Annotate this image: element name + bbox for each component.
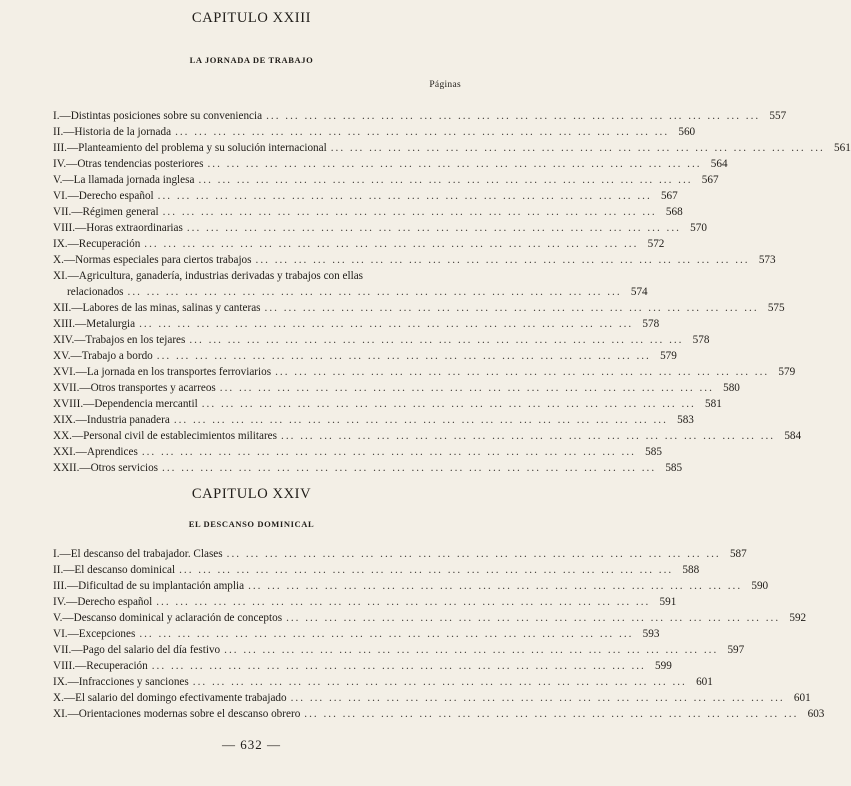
toc-entry-title: II.—Historia de la jornada bbox=[53, 126, 172, 138]
toc-entry-page: 603 bbox=[807, 708, 825, 720]
chapter-title: CAPITULO XXIII bbox=[191, 10, 312, 26]
toc-entry bbox=[53, 690, 811, 706]
toc-entry-title: VII.—Pago del salario del día festivo bbox=[53, 644, 221, 656]
dot-leader bbox=[207, 156, 701, 172]
toc-entry-page: 601 bbox=[696, 676, 713, 688]
toc-entry-title: XIII.—Metalurgia bbox=[53, 318, 136, 330]
toc-entry-page: 560 bbox=[678, 126, 696, 138]
toc-entry bbox=[53, 364, 796, 380]
toc-entry-page: 601 bbox=[793, 692, 811, 704]
toc-entry-title: IV.—Otras tendencias posteriores bbox=[53, 158, 204, 170]
toc-entry-title-continued: relacionados bbox=[67, 286, 124, 298]
dot-leader bbox=[189, 332, 683, 348]
toc-entry-title: XI.—Orientaciones modernas sobre el descanso obrero bbox=[53, 708, 301, 720]
toc-entry bbox=[53, 658, 672, 674]
toc-entry-page: 593 bbox=[642, 628, 660, 640]
dot-leader bbox=[139, 626, 633, 642]
toc-entry bbox=[53, 412, 694, 428]
toc-entry bbox=[53, 348, 677, 364]
dot-leader bbox=[144, 236, 638, 252]
dot-leader bbox=[227, 546, 721, 562]
toc-entry-title: XVI.—La jornada en los transportes ferroviarios bbox=[53, 366, 272, 378]
toc-entry-title: VI.—Excepciones bbox=[53, 628, 136, 640]
dot-leader bbox=[220, 380, 714, 396]
dot-leader bbox=[163, 204, 657, 220]
chapter-title: CAPITULO XXIV bbox=[191, 486, 312, 502]
toc-entry-page: 581 bbox=[705, 398, 722, 410]
toc-entry bbox=[53, 188, 678, 204]
toc-entry bbox=[53, 578, 769, 594]
dot-leader bbox=[286, 610, 780, 626]
toc-entry bbox=[53, 642, 745, 658]
toc-entry-title: XV.—Trabajo a bordo bbox=[53, 350, 153, 362]
toc-entry-page: 564 bbox=[710, 158, 728, 170]
table-of-contents bbox=[53, 546, 825, 722]
toc-entry-page: 584 bbox=[784, 430, 802, 442]
toc-entry-title: IX.—Infracciones y sanciones bbox=[53, 676, 189, 688]
toc-entry-title: XIV.—Trabajos en los tejares bbox=[53, 334, 186, 346]
toc-entry bbox=[53, 706, 825, 722]
dot-leader bbox=[156, 594, 650, 610]
dot-leader bbox=[281, 428, 775, 444]
dot-leader bbox=[174, 412, 668, 428]
toc-entry-title: IX.—Recuperación bbox=[53, 238, 141, 250]
toc-entry-title: VIII.—Recuperación bbox=[53, 660, 148, 672]
dot-leader bbox=[304, 706, 798, 722]
dot-leader bbox=[157, 348, 651, 364]
toc-entry-page: 585 bbox=[645, 446, 662, 458]
toc-entry-page: 567 bbox=[701, 174, 719, 186]
toc-entry-title: V.—La llamada jornada inglesa bbox=[53, 174, 195, 186]
dot-leader bbox=[142, 444, 636, 460]
toc-entry bbox=[53, 204, 683, 220]
toc-entry bbox=[53, 460, 683, 476]
toc-entry bbox=[53, 140, 851, 156]
toc-entry-title: II.—El descanso dominical bbox=[53, 564, 176, 576]
dot-leader bbox=[175, 124, 669, 140]
dot-leader bbox=[266, 108, 760, 124]
toc-entry-title: VI.—Derecho español bbox=[53, 190, 154, 202]
toc-entry bbox=[53, 268, 648, 300]
dot-leader bbox=[198, 172, 692, 188]
toc-entry-page: 575 bbox=[767, 302, 785, 314]
dot-leader bbox=[275, 364, 769, 380]
toc-entry-title: I.—El descanso del trabajador. Clases bbox=[53, 548, 223, 560]
dot-leader bbox=[179, 562, 673, 578]
toc-entry-title: XVII.—Otros transportes y acarreos bbox=[53, 382, 216, 394]
toc-entry-title: XI.—Agricultura, ganadería, industrias derivadas y trabajos con ellas bbox=[53, 270, 364, 282]
dot-leader bbox=[331, 140, 825, 156]
toc-entry bbox=[53, 220, 707, 236]
toc-entry-title: XIX.—Industria panadera bbox=[53, 414, 170, 426]
toc-entry-page: 567 bbox=[660, 190, 678, 202]
table-of-contents bbox=[53, 108, 851, 476]
toc-entry-title: III.—Dificultad de su implantación amplia bbox=[53, 580, 245, 592]
dot-leader bbox=[152, 658, 646, 674]
toc-entry-page: 599 bbox=[655, 660, 672, 672]
toc-entry-title: III.—Planteamiento del problema y su solución internacional bbox=[53, 142, 327, 154]
toc-entry bbox=[53, 252, 776, 268]
toc-entry-title: XXI.—Aprendices bbox=[53, 446, 138, 458]
dot-leader bbox=[291, 690, 785, 706]
dot-leader bbox=[162, 460, 656, 476]
pages-column-label: Páginas bbox=[429, 80, 461, 90]
toc-entry bbox=[53, 562, 700, 578]
toc-entry bbox=[53, 332, 710, 348]
dot-leader bbox=[248, 578, 742, 594]
toc-entry-title: X.—El salario del domingo efectivamente trabajado bbox=[53, 692, 287, 704]
toc-entry-page: 592 bbox=[789, 612, 807, 624]
toc-entry bbox=[53, 546, 747, 562]
toc-entry bbox=[53, 594, 677, 610]
toc-entry-page: 568 bbox=[665, 206, 683, 218]
toc-entry-title: IV.—Derecho español bbox=[53, 596, 153, 608]
toc-entry bbox=[53, 610, 807, 626]
toc-entry-page: 557 bbox=[769, 110, 787, 122]
toc-entry-page: 597 bbox=[727, 644, 745, 656]
toc-entry-page: 574 bbox=[630, 286, 648, 298]
toc-entry bbox=[53, 156, 728, 172]
toc-entry bbox=[53, 316, 660, 332]
dot-leader bbox=[256, 252, 750, 268]
toc-entry bbox=[53, 674, 713, 690]
toc-entry bbox=[53, 236, 665, 252]
toc-entry-title: XII.—Labores de las minas, salinas y canteras bbox=[53, 302, 261, 314]
toc-entry-page: 580 bbox=[723, 382, 740, 394]
toc-entry bbox=[53, 124, 696, 140]
toc-entry bbox=[53, 444, 662, 460]
toc-entry-page: 588 bbox=[682, 564, 700, 576]
dot-leader bbox=[193, 674, 687, 690]
toc-entry-page: 570 bbox=[690, 222, 707, 234]
dot-leader bbox=[139, 316, 633, 332]
toc-entry bbox=[53, 428, 802, 444]
toc-entry-title: XX.—Personal civil de establecimientos militares bbox=[53, 430, 278, 442]
toc-entry-page: 573 bbox=[758, 254, 776, 266]
toc-entry-title: XVIII.—Dependencia mercantil bbox=[53, 398, 198, 410]
chapter-subtitle: LA JORNADA DE TRABAJO bbox=[189, 55, 314, 65]
toc-entry-title: V.—Descanso dominical y aclaración de conceptos bbox=[53, 612, 283, 624]
toc-entry-page: 587 bbox=[729, 548, 747, 560]
toc-entry-title: X.—Normas especiales para ciertos trabajos bbox=[53, 254, 252, 266]
toc-entry-page: 585 bbox=[665, 462, 683, 474]
toc-entry bbox=[53, 396, 722, 412]
toc-entry bbox=[53, 626, 660, 642]
toc-entry bbox=[53, 108, 787, 124]
toc-entry bbox=[53, 172, 719, 188]
toc-entry-page: 561 bbox=[834, 142, 851, 154]
toc-entry-page: 579 bbox=[778, 366, 796, 378]
dot-leader bbox=[158, 188, 652, 204]
toc-entry-page: 578 bbox=[692, 334, 710, 346]
dot-leader bbox=[224, 642, 718, 658]
toc-entry bbox=[53, 380, 740, 396]
dot-leader bbox=[265, 300, 759, 316]
dot-leader bbox=[128, 284, 622, 300]
page-number: — 632 — bbox=[222, 737, 281, 752]
toc-entry-title: VII.—Régimen general bbox=[53, 206, 159, 218]
toc-entry-title: I.—Distintas posiciones sobre su conveniencia bbox=[53, 110, 263, 122]
dot-leader bbox=[187, 220, 681, 236]
toc-entry-title: VIII.—Horas extraordinarias bbox=[53, 222, 183, 234]
dot-leader bbox=[202, 396, 696, 412]
chapter-subtitle: EL DESCANSO DOMINICAL bbox=[188, 519, 315, 529]
toc-entry bbox=[53, 300, 785, 316]
toc-entry-title: XXII.—Otros servicios bbox=[53, 462, 159, 474]
toc-entry-page: 590 bbox=[751, 580, 769, 592]
toc-entry-page: 572 bbox=[647, 238, 665, 250]
toc-entry-page: 579 bbox=[660, 350, 677, 362]
toc-entry-page: 583 bbox=[677, 414, 694, 426]
toc-entry-page: 591 bbox=[659, 596, 677, 608]
toc-entry-page: 578 bbox=[642, 318, 660, 330]
